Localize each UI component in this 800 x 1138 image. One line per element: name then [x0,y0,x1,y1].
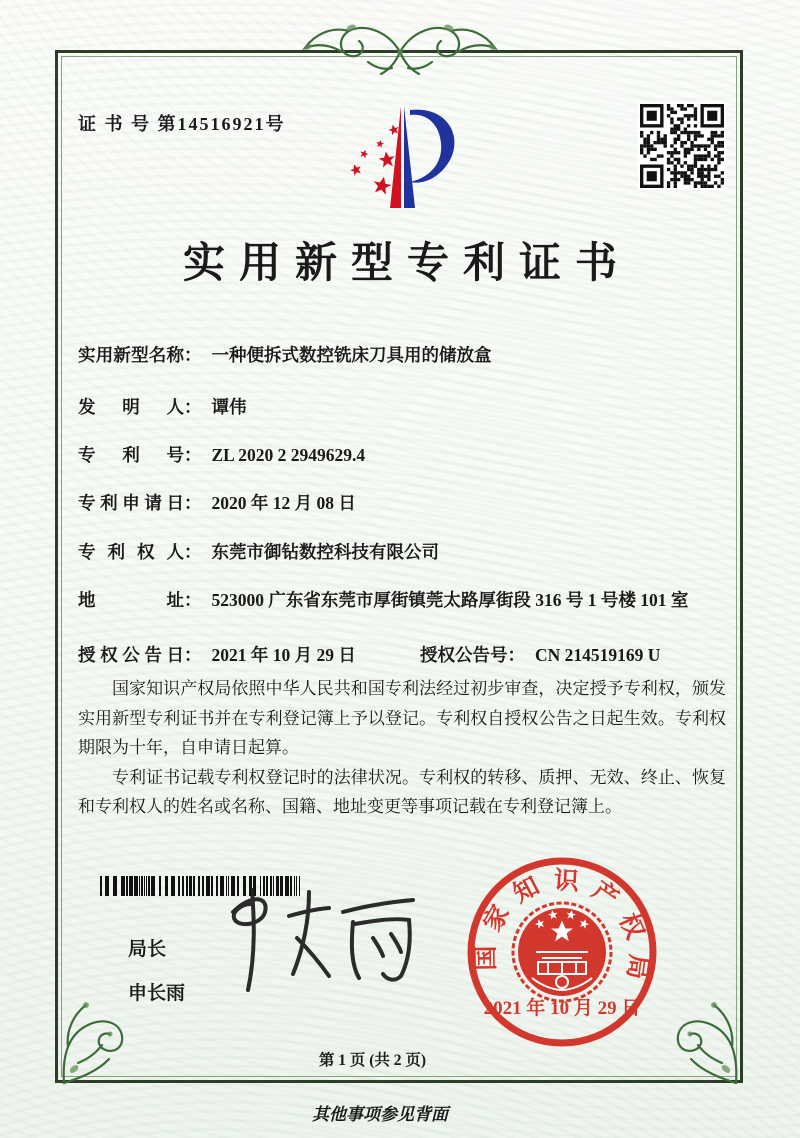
field-row-grant [78,640,726,670]
field-row-inventor [78,392,247,422]
bottom-left-flourish-ornament-icon [58,993,132,1089]
certificate-number: 证 书 号 第14516921号 [78,114,286,134]
legal-paragraph-1: 国家知识产权局依照中华人民共和国专利法经过初步审查，决定授予专利权，颁发实用新型专利证书并在专利登记簿上予以登记。专利权自授权公告之日起生效。专利权期限为十年，自申请日起算。 [78,679,726,757]
field-value: 一种便拆式数控铣床刀具用的储放盒 [211,345,492,365]
field-label: 发明人 [78,397,184,417]
certificate-title: 实用新型专利证书 [182,239,631,286]
qr-code-icon [638,102,726,190]
field-colon: ： [184,397,202,417]
field-colon: ： [184,590,202,610]
bottom-right-flourish-ornament-icon [668,993,742,1089]
field-row-patent-number [78,440,365,470]
handwritten-signature-icon [205,882,420,997]
field-colon: ： [184,542,202,562]
field-row-address [78,585,712,615]
official-seal-icon [466,856,658,1048]
field-value: 2020 年 12 月 08 日 [211,493,356,513]
legal-paragraph-2: 专利证书记载专利权登记时的法律状况。专利权的转移、质押、无效、终止、恢复和专利权人的姓名或名称、国籍、地址变更等事项记载在专利登记簿上。 [78,767,726,816]
field-label: 专利号 [78,445,184,465]
field-label: 实用新型名称 [78,345,184,365]
field-colon: ： [507,645,525,665]
field-colon: ： [184,345,202,365]
field-colon: ： [184,445,202,465]
field-row-name [78,340,492,370]
field-label: 专利申请日 [78,493,184,513]
field-row-filing-date [78,488,356,518]
field-value: 523000 广东省东莞市厚街镇莞太路厚街段 316 号 1 号楼 101 室 [211,590,689,610]
field-value: CN 214519169 U [535,645,661,665]
seal-date: 2021 年 10 月 29 日 [483,998,641,1019]
field-value: 2021 年 10 月 29 日 [211,645,356,665]
field-value: 东莞市御钻数控科技有限公司 [211,542,439,562]
field-value: ZL 2020 2 2949629.4 [211,445,366,465]
field-row-patentee [78,537,439,567]
top-flourish-ornament-icon [288,14,512,86]
signer-block [128,928,185,1016]
field-colon: ： [184,645,202,665]
legal-text-block [78,674,726,822]
signer-name: 申长雨 [128,983,186,1004]
page-number: 第 1 页 (共 2 页) [318,1052,427,1069]
field-colon: ： [184,493,202,513]
field-value: 谭伟 [211,397,247,417]
cnipa-logo-icon [338,90,468,218]
field-label: 专利权人 [78,542,184,562]
field-label: 地址 [78,590,184,610]
grant-number-group [420,640,660,670]
reverse-side-note: 其他事项参见背面 [312,1105,448,1124]
signer-title: 局长 [128,939,167,960]
field-label: 授权公告号 [420,645,508,665]
field-label: 授权公告日 [78,645,184,665]
seal-ring-text: 国家知识产权局 [472,867,652,981]
